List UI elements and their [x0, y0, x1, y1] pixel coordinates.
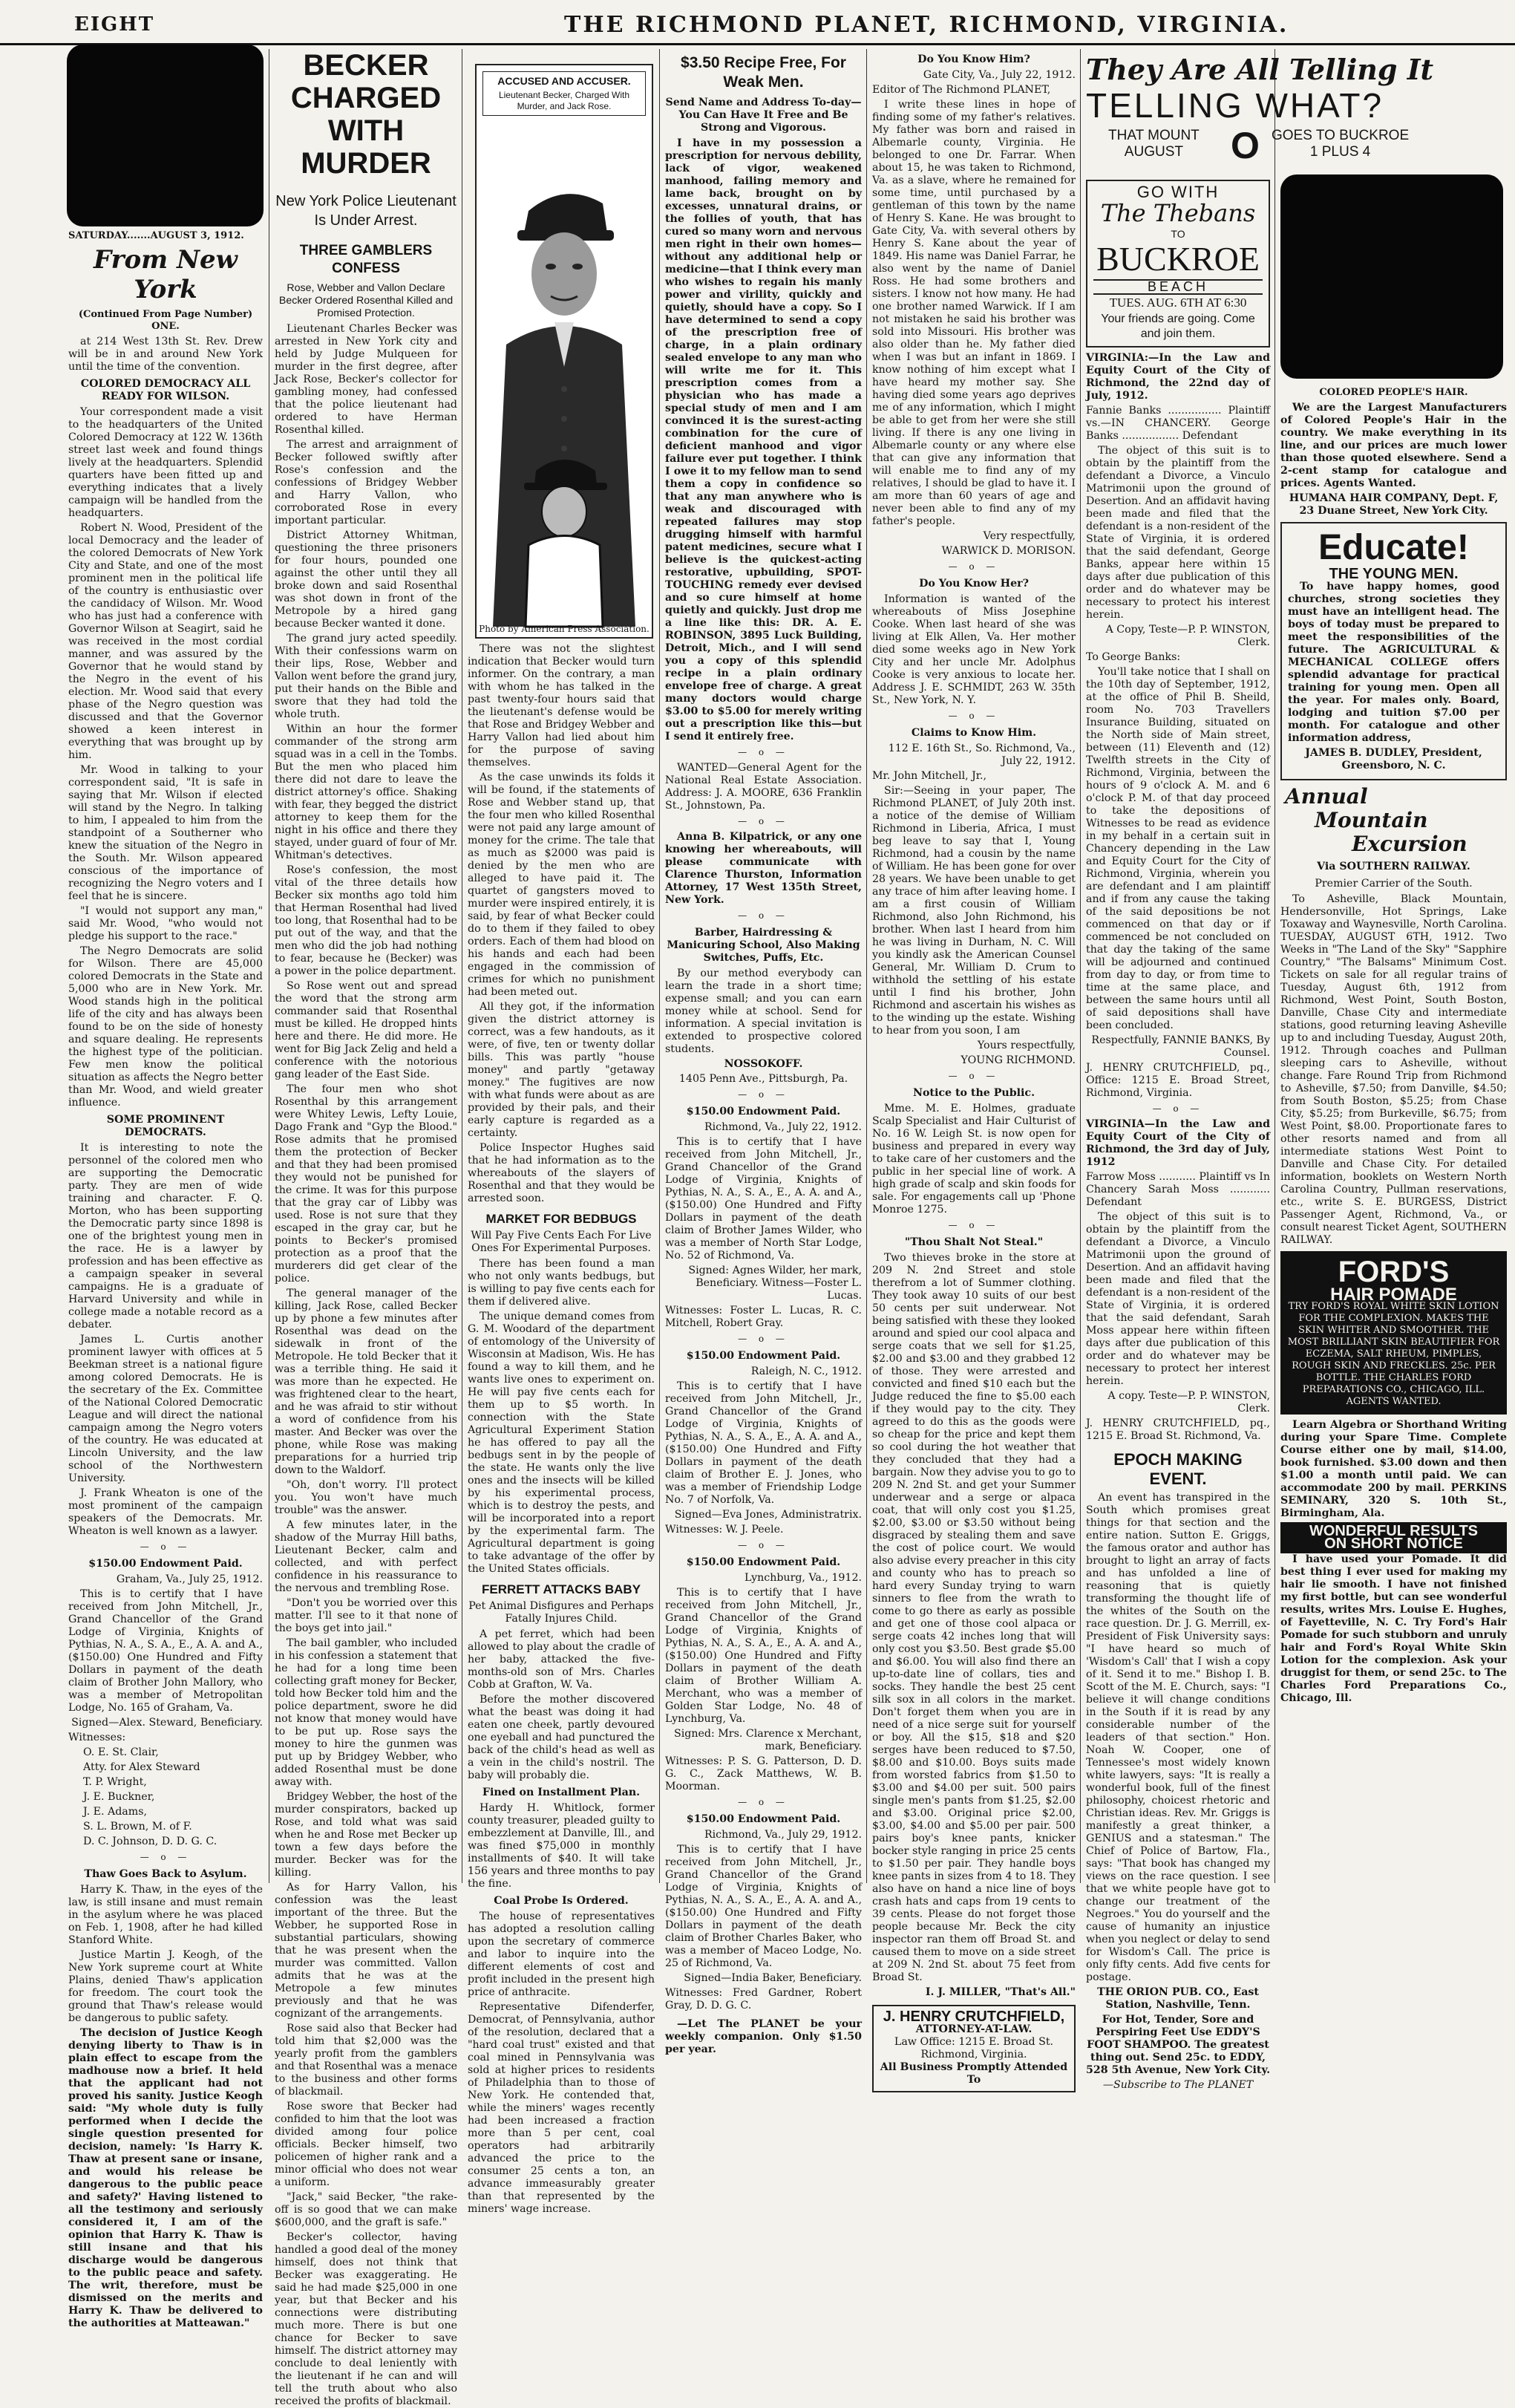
endowment-date: Lynchburg, Va., 1912. — [744, 1572, 862, 1584]
endowment-signed: Signed: Agnes Wilder, her mark, Beneficiary. Witness—Foster L. Lucas. — [688, 1265, 862, 1302]
endowment-signed: Signed—Alex. Steward, Beneficiary. — [71, 1717, 263, 1729]
fords-title: FORD'S — [1338, 1256, 1450, 1288]
paragraph: J. Frank Wheaton is one of the most prominent of the campaign speakers of the Democrats. Mr. Wheaton is well known as a lawyer. — [68, 1487, 263, 1537]
column-rule — [659, 49, 660, 1883]
subscribe-note: —Subscribe to The PLANET — [1102, 2079, 1254, 2091]
hair-ad-body: We are the Largest Manufacturers of Colored People's Hair in the country. We make everything in its line, and our prices are much lower than those quoted elsewhere. Send a 2-cent stamp for catalogue and prices. Agents Wanted. — [1280, 402, 1507, 489]
witness: Atty. for Alex Steward — [83, 1761, 200, 1773]
letter-body: I write these lines in hope of finding some of my father's relatives. My father was born and raised in Albemarle county, Virginia. He belonged to one Dr. Farrar. When about 15, he was taken to Richmond, Va. as a slave, where he remained for some time, until purchased by a gentleman of this town by the name of Henry S. Kane. He was brought to Gate City, Va. with several others by Henry S. Kane about the year of 1849. His name was Daniel Farrar, he also went by the name of Daniel Ross. He had some brothers and sisters. I know not how many. He had one brother named Warwick. If I am not mistaken he said his brother was sold into Missouri. His brother was also older than he. My father died when I was but an infant in 1869. I know nothing of him except what I have heard my mother say. She having died some years ago deprives me of any information, which I might be able to get from her were she still living. If there is any one living in Albemarle county or any where else that can give any information that will enable me to find any of my relatives, I should be glad to have it. I am more than 60 years of age and never been able to find any of my father's people. — [872, 99, 1076, 527]
endowment-date: Graham, Va., July 25, 1912. — [116, 1573, 263, 1585]
letter-signature: WARWICK D. MORISON. — [941, 545, 1076, 557]
column-2 — [275, 49, 457, 2407]
paragraph: As for Harry Vallon, his confession was the least important of the three. But the Webber, he supported Rose in substantial particulars, showing that he was present when the murder was committed. Vallon admits that he was at the Metropole a few minutes previously and that he was cognizant of the arrangements. — [275, 1882, 457, 2020]
paragraph: at 214 West 13th St. Rev. Drew will be in and around New York until the time of the convention. — [68, 336, 263, 373]
endowment-signed: Signed—Eva Jones, Administratrix. — [674, 1509, 862, 1521]
friends-going: Your friends are going. Come and join them. — [1101, 313, 1255, 340]
letter-body: Sir:—Seeing in your paper, The Richmond PLANET, of July 20th inst. a notice of the demise of William Richmond in Liberia, Africa, I must beg leave to say that I, Young Richmond, had a cousin by the name of William. He has been gone for over 28 years. We have been unable to get any trace of him after leaving home. I am a first cousin of William Richmond, also John Richmond, his brother. When last I heard from him he was living in Durham, N. C. Will you kindly ask the American Counsel General, Mr. William D. Crum to withhold the settling of his estate until I find his brother, John Richmond and ascertain his wishes as to the winding up the estate. Wishing to hear from you soon, I am — [872, 785, 1076, 1037]
section-heading: MARKET FOR BEDBUGS — [485, 1212, 637, 1226]
paragraph: The house of representatives has adopted a resolution calling upon the secretary of commerce and labor to inquire into the different elements of cost and profit included in the present high price of anthracite. — [468, 1911, 655, 1998]
court-attorney: J. HENRY CRUTCHFIELD, pq., 1215 E. Broad St. Richmond, Va. — [1086, 1417, 1270, 1442]
separator: — o — — [948, 711, 1000, 721]
young-men: THE YOUNG MEN. — [1329, 566, 1459, 582]
paragraph: Becker's collector, having handled a good deal of the money himself, does not think that Becker was exaggerating. He said he had made $25,000 in one year, but that Becker and his connections were distributing much more. There is but one chance for Becker to save himself. The district attorney may conclude to deal leniently with the lieutenant if he can and will tell the truth about who also received the profits of blackmail. — [275, 2231, 457, 2407]
paragraph: "Oh, don't worry. I'll protect you. You won't have much trouble" was the answer. — [275, 1479, 457, 1516]
endowment-signed: Signed: Mrs. Clarence x Merchant, mark, Beneficiary. — [674, 1728, 862, 1752]
endowment-heading: $150.00 Endowment Paid. — [686, 1350, 841, 1362]
witness: S. L. Brown, M. of F. — [83, 1821, 192, 1833]
railway-name: Via SOUTHERN RAILWAY. — [1317, 861, 1470, 872]
section-heading: Claims to Know Him. — [911, 727, 1037, 739]
excursion-body: To Asheville, Black Mountain, Hendersonville, Hot Springs, Lake Toxaway and Waynesville, North Carolina. TUESDAY, AUGUST 6TH, 1912. Two Weeks in "The Land of the Sky" "Sapphire Country," "The Balsams" Minimum Cost. Tickets on sale for all regular trains of Tuesday, August 6th, 1912 from Richmond, West Point, South Boston, Danville, Chase City and intermediate stations, good returning leaving Asheville up to and including Tuesday, August 20th, 1912. Through coaches and Pullman sleeping cars to Asheville, without change. Fare Round Trip from Richmond to Asheville, $7.50; from Danville, $4.50; from South Boston, $5.25; from Chase City, $5.25; from Burkeville, $6.75; from West Point, $8.00. Proportionate fares to other resorts named and from all intermediate stations West Point to Danville and Chase City. For detailed information, booklets on Western North Carolina Country, Pullman reservations, etc., write S. E. BURGESS, District Passenger Agent, Richmond, Va., or consult nearest Ticket Agent, SOUTHERN RAILWAY. — [1280, 893, 1507, 1246]
hair-company: HUMANA HAIR COMPANY, Dept. F, 23 Duane Street, New York City. — [1289, 492, 1499, 517]
separator: — o — — [738, 816, 789, 826]
thebans: The Thebans — [1100, 199, 1256, 227]
fords-body: TRY FORD'S ROYAL WHITE SKIN LOTION FOR THE COMPLEXION. MAKES THE SKIN WHITER AND SMOOTHER. THE MOST BRILLIANT SKIN BEAUTIFIER FOR ECZEMA, SALT RHEUM, PIMPLES, ROUGH SKIN AND FRECKLES. 25c. PER BOTTLE. THE CHARLES FORD PREPARATIONS CO., CHICAGO, ILL. AGENTS WANTED. — [1287, 1301, 1500, 1407]
subhead: (Continued From Page Number) ONE. — [78, 309, 253, 332]
pomade-testimonial: I have used your Pomade. It did best thing I ever used for making my hair lie smooth. I have not finished my first bottle, but can see wonderful results, writes Mrs. Louise E. Hughes, of Fayetteville, N. C. Try Ford's Hair Pomade for such stubborn and unruly hair and Ford's Royal White Skin Lotion for the complexion. Ask your druggist for them, or send 25c. to The Charles Ford Preparations Co., Chicago, Ill. — [1280, 1553, 1507, 1704]
hair-ad-title: COLORED PEOPLE'S HAIR. — [1319, 387, 1468, 398]
title-line: Excursion — [1352, 832, 1467, 856]
paragraph: Bridgey Webber, the host of the murder conspirators, backed up Rose, and told what was said when he and Rose met Becker up town a few days before the murder. Becker was for the killing. — [275, 1791, 457, 1879]
column-rule — [1080, 49, 1081, 1883]
witness: T. P. Wright, — [83, 1776, 147, 1788]
wanted-ad: WANTED—General Agent for the National Real Estate Association. Address: J. A. MOORE, 636 Franklin St., Johnstown, Pa. — [665, 762, 862, 812]
letter-date: Gate City, Va., July 22, 1912. — [923, 69, 1076, 81]
fords-subtitle: HAIR POMADE — [1330, 1285, 1457, 1305]
paragraph: "Jack," said Becker, "the rake-off is so good that we can make $600,000, and the graft is safe." — [275, 2191, 457, 2228]
barber-school-title: Barber, Hairdressing & Manicuring School, Also Making Switches, Puffs, Etc. — [667, 927, 860, 964]
ad-recipe-title: $3.50 Recipe Free, For Weak Men. — [681, 54, 846, 91]
paragraph: Robert N. Wood, President of the local Democracy and the leader of the colored Democrats of New York City and State, and one of the most prominent men in the political life of the country is enthusiastic over the candidacy of Wilson. Mr. Wood who has just had a conference with Governor Wilson at Seagirt, said he was received in the most cordial manner, and was assured by the Governor that he would stand by the Negro in the event of his election. Mr. Wood said that every phase of the Negro question was discussed and that the Governor showed a keen interest in everything that was brought up by him. — [68, 522, 263, 761]
title-line: Annual — [1285, 784, 1368, 809]
news-photo — [475, 64, 653, 639]
thebans-ad — [1086, 180, 1270, 348]
paper-title: THE RICHMOND PLANET, RICHMOND, VIRGINIA. — [564, 12, 1289, 38]
paragraph: There was not the slightest indication that Becker would turn informer. On the contrary, a man with whom he has talked in the past twenty-four hours said that the lieutenant's defense would be that Rose and Bridgey Webber and Harry Vallon had lied about him for the purpose of saving themselves. — [468, 643, 655, 769]
headline-from-new-york: From New York — [94, 245, 238, 304]
paragraph: District Attorney Whitman, questioning the three prisoners for four hours, pounded one against the other until they all broke down and said Rosenthal was shot down in front of the Metropole by a hired gang because Becker wanted it done. — [275, 529, 457, 630]
educate-title: Educate! — [1318, 528, 1469, 567]
column-4 — [665, 49, 862, 2055]
endowment-date: Richmond, Va., July 22, 1912. — [704, 1121, 862, 1133]
paragraph: Mme. M. E. Holmes, graduate Scalp Specialist and Hair Culturist of No. 16 W. Leigh St. is now open for business and prepared in every way to take care of her customers and the public in her special line of work. A high grade of scalp and skin foods for sale. For engagements call up 'Phone Monroe 1275. — [872, 1103, 1076, 1216]
attorney-role: ATTORNEY-AT-LAW. — [915, 2023, 1033, 2035]
paragraph: The four men who shot Rosenthal by this arrangement were Whitey Lewis, Lefty Louie, Dago Frank and "Gyp the Blood." Rose admits that he promised them the protection of Becker and that they had been promised they would not be punished for the crime. It was for this purpose that the gray car of Libby was used. Rose is not sure that they escaped in the gray car, but he points to Becker's promised protection as a proof that the murderers did get clear of the police. — [275, 1083, 457, 1285]
photo-caption-sub: Lieutenant Becker, Charged With Murder, and Jack Rose. — [498, 90, 630, 111]
column-1 — [68, 230, 263, 2329]
endowment-heading: $150.00 Endowment Paid. — [686, 1556, 841, 1568]
court-copy: A copy. Teste—P. P. WINSTON, Clerk. — [1107, 1390, 1270, 1415]
annual-excursion-title — [1280, 785, 1507, 856]
endowment-heading: $150.00 Endowment Paid. — [686, 1813, 841, 1825]
mount-august-text — [1108, 128, 1200, 160]
subhead: New York Police Lieutenant Is Under Arrest. — [275, 193, 457, 229]
paragraph: So Rose went out and spread the word that the strong arm commander said that Rosenthal must be killed. He dropped hints here and there. He did more. He went for Big Jack Zelig and held a conference with the notorious gang leader of the East Side. — [275, 980, 457, 1080]
letter-salutation: Mr. John Mitchell, Jr., — [872, 770, 987, 782]
page-number: EIGHT — [74, 13, 155, 36]
to-text: TO — [1171, 228, 1185, 240]
kilpatrick-notice: Anna B. Kilpatrick, or any one knowing her whereabouts, will please communicate with Clarence Thurston, Information Attorney, 17 West 135th Street, New York. — [665, 831, 862, 906]
paragraph: As the case unwinds its folds it will be found, if the statements of Rose and Webber stand up, that the four men who killed Rosenthal were not paid any large amount of money for the crime. The tale that as much as $2000 was paid is denied by the men who are alleged to have paid it. The quartet of gangsters moved to murder were inspired entirely, it is said, by fear of what Becker could do to them if they failed to obey orders. Each of them had blood on his hands and each had been engaged in the commission of crimes for which no punishment had been meted out. — [468, 771, 655, 998]
paragraph: A pet ferret, which had been allowed to play about the cradle of her baby, attacked the five-months-old son of Mrs. Charles Cobb at Grafton, W. Va. — [468, 1628, 655, 1691]
headline-becker: BECKER CHARGED WITH MURDER — [290, 49, 442, 180]
column-6 — [1086, 175, 1271, 2091]
endowment-date: Raleigh, N. C., 1912. — [750, 1365, 862, 1377]
banner-line: WONDERFUL RESULTS — [1309, 1523, 1479, 1539]
epoch-publisher: THE ORION PUB. CO., East Station, Nashville, Tenn. — [1097, 1986, 1259, 2011]
attorney-name: J. HENRY CRUTCHFIELD, — [883, 2009, 1065, 2025]
paragraph: Before the mother discovered what the beast was doing it had eaten one cheek, partly devoured one eyeball and had punctured the back of the child's head as well as a vein in the child's nostril. The baby will probably die. — [468, 1694, 655, 1781]
paragraph: "I would not support any man," said Mr. Wood, "who would not pledge his support to the race." — [68, 905, 263, 942]
witness: O. E. St. Clair, — [83, 1746, 159, 1758]
paragraph: The grand jury acted speedily. With their confessions warm on their lips, Rose, Webber and Vallon went before the grand jury, put their hands on the Bible and swore that they had told the whole truth. — [275, 633, 457, 720]
ink-blot — [1280, 174, 1503, 379]
endowment-body: This is to certify that I have received from John Mitchell, Jr., Grand Chancellor of the Grand Lodge of Virginia, Knights of Pythias, N. A., S. A., E., A. A. and A., ($150.00) One Hundred and Fifty Dollars in payment of the death claim of Brother James Wilder, who was a member of North Star Lodge, No. 52 of Richmond, Va. — [665, 1136, 862, 1262]
letter-salutation: Editor of The Richmond PLANET, — [872, 84, 1051, 96]
paragraph: Rose said also that Becker had told him that $2,000 was the yearly profit from the gamblers and that Rosenthal was a menace to the business and other forms of blackmail. — [275, 2023, 457, 2098]
signature: I. J. MILLER, "That's All." — [925, 1986, 1076, 1998]
paragraph: Police Inspector Hughes said that he had information as to the whereabouts of the slayers of Rosenthal and that they would be arrested soon. — [468, 1142, 655, 1204]
paragraph: Harry K. Thaw, in the eyes of the law, is still insane and must remain in the asylum where he was placed on Feb. 1, 1908, after he had killed Stanford White. — [68, 1884, 263, 1946]
algebra-ad: Learn Algebra or Shorthand Writing during your Spare Time. Complete Course either one by mail, $14.00, book furnished. $3.00 down and then $1.00 a month until paid. We can accommodate 200 by mail. PERKINS SEMINARY, 320 S. 10th St., Birmingham, Ala. — [1280, 1419, 1507, 1519]
foot-shampoo-ad: For Hot, Tender, Sore and Perspiring Feet Use EDDY'S FOOT SHAMPOO. The greatest thing out. Send 25c. to EDDY, 528 5th Avenue, New York City. — [1086, 2014, 1271, 2076]
separator: — o — — [948, 1220, 1000, 1230]
paragraph: Your correspondent made a visit to the headquarters of the United Colored Democracy at 122 W. 136th street last week and found things lively at the headquarters. Splendid quarters have been fitted up and everything indicates that a lively campaign will be handled from the headquarters. — [68, 406, 263, 519]
paragraph: Within an hour the former commander of the strong arm squad was in a cell in the Tombs. But the men who placed him there did not dare to leave the district attorney's office. Shaking with fear, they begged the district attorney to keep them for the night in his office and there they stayed, under guard of four of Mr. Whitman's detectives. — [275, 723, 457, 861]
attorney-tagline: All Business Promptly Attended To — [880, 2061, 1068, 2086]
go-with: GO WITH — [1136, 183, 1220, 201]
buckroe: BUCKROE — [1096, 240, 1260, 278]
attorney-office: Law Office: 1215 E. Broad St. — [894, 2036, 1054, 2048]
wonderful-results-banner — [1280, 1522, 1507, 1553]
paragraph: All they got, if the information given the district attorney is correct, was a few handouts, as it were, of five, ten or twenty dollar bills. This was partly "house money" and partly "getaway money." The fugitives are now with what funds were about as are provided by their pals, and their early capture is regarded as a certainty. — [468, 1001, 655, 1139]
section-heading: FERRETT ATTACKS BABY — [481, 1582, 641, 1596]
paragraph: It is interesting to note the personnel of the colored men who are supporting the Democratic party. They are men of wide training and character. F. Q. Morton, who has been supporting the Democratic party since 1898 is one of the brightest young men in the race. He is a lawyer by profession and has been effective as a campaign speaker in several campaigns. He is a graduate of Harvard University and while in college made a notable record as a debater. — [68, 1142, 263, 1331]
section-heading: SOME PROMINENT DEMOCRATS. — [106, 1114, 225, 1138]
paragraph: Information is wanted of the whereabouts of Miss Josephine Cooke. When last heard of she was living at Elk Allen, Va. Her mother died some weeks ago in New York City and her uncle Mr. Adolphus Cooke is very anxious to locate her. Address J. E. SCHMIDT, 263 W. 35th St., New York, N. Y. — [872, 593, 1076, 706]
paragraph: Mr. Wood in talking to your correspondent said, "It is safe in saying that Mr. Wilson if elected will stand by the Negro. In talking to him, I appealed to him from the standpoint of a Southerner who knew the situation of the Negro in the South. Mr. Wilson appeared conscious of the importance of recognizing the Negro voters and I feel that he is sincere. — [68, 764, 263, 902]
endowment-body: This is to certify that I have received from John Mitchell, Jr., Grand Chancellor of the Grand Lodge of Virginia, Knights of Pythias, N. A., S. A., E., A. A. and A., ($150.00) One Hundred and Fifty Dollars in payment of the death claim of Brother Charles Baker, who was a member of Maceo Lodge, No. 25 of Richmond, Va. — [665, 1844, 862, 1969]
ad-recipe-subtitle: Send Name and Address To-day—You Can Have It Free and Be Strong and Vigorous. — [665, 97, 862, 134]
separator: — o — — [140, 1541, 192, 1552]
section-heading: Thaw Goes Back to Asylum. — [84, 1868, 247, 1880]
endowment-body: This is to certify that I have received from John Mitchell, Jr., Grand Chancellor of the Grand Lodge of Virginia, Knights of Pythias, N. A., S. A., E., A. A. and A., ($150.00) One Hundred and Fifty Dollars in payment of the death claim of Brother John Mallory, who was a member of Metropolitan Lodge, No. 165 of Graham, Va. — [68, 1588, 263, 1714]
section-heading: "Thou Shalt Not Steal." — [904, 1236, 1044, 1248]
letter-date: 112 E. 16th St., So. Richmond, Va., July 22, 1912. — [888, 743, 1076, 767]
photo-credit: Photo by American Press Association. — [479, 624, 649, 634]
endowment-body: This is to certify that I have received from John Mitchell, Jr., Grand Chancellor of the Grand Lodge of Virginia, Knights of Pythias, N. A., S. A., E., A. A. and A., ($150.00) One Hundred and Fifty Dollars in payment of the death claim of Brother E. J. Jones, who was a member of Friendship Lodge No. 7 of Norfolk, Va. — [665, 1380, 862, 1506]
separator: — o — — [1152, 1103, 1204, 1114]
section-heading: COLORED DEMOCRACY ALL READY FOR WILSON. — [80, 378, 251, 402]
portrait-illustration — [477, 122, 652, 627]
attorney-ad — [872, 2005, 1076, 2092]
endowment-witnesses: Witnesses: P. S. G. Patterson, D. D. G. C., Zack Matthews, W. B. Moorman. — [665, 1755, 862, 1792]
educate-signature: JAMES B. DUDLEY, President, Greensboro, N. C. — [1305, 747, 1482, 771]
paragraph: Justice Martin J. Keogh, of the New York supreme court at White Plains, denied Thaw's application for freedom. The court took the ground that Thaw's release would be dangerous to public safety. — [68, 1949, 263, 2024]
letter-signature: YOUNG RICHMOND. — [961, 1054, 1076, 1066]
epoch-title: EPOCH MAKING EVENT. — [1113, 1450, 1243, 1488]
paragraph: Lieutenant Charles Becker was arrested in New York city and held by Judge Mulqueen for murder in the first degree, after Jack Rose, Becker's collector for gambling money, had confessed that the police lieutenant had ordered to have Herman Rosenthal killed. — [275, 323, 457, 436]
paragraph: There has been found a man who not only wants bedbugs, but is willing to pay five cents each for them if delivered alive. — [468, 1258, 655, 1308]
paragraph: James L. Curtis another prominent lawyer with offices at 5 Beekman street is a national figure among colored Democrats. He is the secretary of the Ex. Committee of the National Colored Democratic League and will direct the national campaign among the Negro voters of the country. He was educated at Lincoln University, and the law school of the Northwestern University. — [68, 1334, 263, 1484]
paragraph: "Don't you be worried over this matter. I'll see to it that none of the boys get into jail." — [275, 1597, 457, 1634]
educate-ad — [1280, 522, 1507, 780]
section-heading: Do You Know Her? — [919, 578, 1029, 590]
buckroe-line: GOES TO BUCKROE — [1272, 128, 1410, 143]
ad-recipe-body: I have in my possession a prescription for nervous debility, lack of vigor, weakened manhood, failing memory and lame back, brought on by excesses, unnatural drains, or the follies of youth, that has cured so many worn and nervous men right in their own homes—without any additional help or medicine—that I think every man who wishes to regain his manly power and virility, quickly and quietly, should have a copy. So I have determined to send a copy of the prescription free of charge, in a plain ordinary sealed envelope to any man who will write me for it. This prescription comes from a physician who has made a special study of men and I am convinced it is the surest-acting combination for the cure of deficient manhood and vigor failure ever put together. I think I owe it to my fellow man to send them a copy in confidence so that any man anywhere who is weak and discouraged with repeated failures may stop drugging himself with harmful patent medicines, secure what I believe is the quickest-acting restorative, upbuilding, SPOT-TOUCHING remedy ever devised and so cure himself at home quietly and quickly. Just drop me a line like this: DR. A. E. ROBINSON, 3895 Luck Building, Detroit, Mich., and I will send you a copy of this splendid recipe in a plain ordinary envelope free of charge. A great many doctors would charge $3.00 to $5.00 for merely writing out a prescription like this—but I send it entirely free. — [665, 137, 862, 743]
court-notice-title: VIRGINIA—In the Law and Equity Court of the City of Richmond, the 3rd day of July, 1912 — [1086, 1118, 1270, 1168]
endowment-heading: $150.00 Endowment Paid. — [88, 1558, 243, 1570]
paragraph: Two thieves broke in the store at 209 N. 2nd Street and stole therefrom a lot of Summer clothing. They took away 10 suits of our best 50 cents per suit underwear. Not being satisfied with these they looked around and spied our cool alpaca and serge coats that we sell for $1.25, $2.00 and $3.00 and they grabbed 12 of those. They were arrested and convicted and fined $10 each but the Judge reduced the fine to $5.00 each if they would pay to the city. They agreed to do this as the goods were so cheap for the price and kept them so cool during the hot weather that they concluded that they had a bargain. Now they advise you to go to 209 N. 2nd St. and get your Summer underwear and a serge or alpaca coat, that will only cost you $1.25, $2.00, $3.00 or $3.50 without being disgraced by stealing them and save the cost of police court. We would also advise every preacher in this city and county who has to preach so hard every Sunday trying to warn sinners to flee from the wrath to come to go there as early as possible and get one of those cool alpaca or serge coats 42 inches long that will only cost you $3.50. Best grade $5.00 and $6.00. You will also find there an up-to-date line of collars, ties and socks. They handle the best 25 cent silk sox in all colors in the market. Don't forget them when you are in need of a nice serge suit for yourself or boy. All the $15, $18 and $20 serges have been reduced to $7.50, $8.00 and $10.00. Boys suits made from worsted fabrics from $1.50 to $3.00 and $4.00 per suit. 500 pairs single men's pants from $1.25, $2.00 and $3.00. Original price $2.00, $3.00, $4.00 and $5.00 per pair. 500 pairs boy's knee pants, knicker bocker style ranging in price 25 cents to $1.50 per pair. They handle boys knee pants in sizes from 4 to 18. They also have on hand a nice line of boys crash hats and caps from 19 cents to 39 cents. Please do not forget those people because Mr. Beck the city inspector ran them off Broad St. and caused them to move on a side street at 209 N. 2nd St. about 75 feet from Broad St. — [872, 1252, 1076, 1983]
subhead: THREE GAMBLERS CONFESS — [299, 243, 433, 276]
paragraph: A few minutes later, in the shadow of the Murray Hill baths, Lieutenant Becker, calm and collected, and with perfect confidence in his reassurance to the nervous and trembling Rose. — [275, 1519, 457, 1594]
paragraph: Representative Difenderfer, Democrat, of Pennsylvania, author of the resolution, declared that a "hard coal trust" existed and that coal mined in Pennsylvania was sold at higher prices to residents of Philadelphia than to those of New York. He contended that, while the miners' wages recently had been increased a fraction more than 5 per cent, coal operators had arbitrarily advanced the price to the consumer 25 cents a ton, an advance immeasurably greater than that represented by the miners' wage increase. — [468, 2001, 655, 2215]
section-heading: Coal Probe Is Ordered. — [494, 1895, 629, 1907]
separator: — o — — [948, 1071, 1000, 1081]
barber-school-address: 1405 Penn Ave., Pittsburgh, Pa. — [678, 1073, 848, 1085]
paragraph: Rose swore that Becker had confided to him that the loot was divided among four police officials. Becker himself, two policemen of higher rank and a minor official who does not wear a uniform. — [275, 2101, 457, 2188]
section-heading: Fined on Installment Plan. — [482, 1787, 641, 1798]
court-notice-title: VIRGINIA:—In the Law and Equity Court of the City of Richmond, the 22nd day of July, 1912. — [1086, 352, 1270, 402]
witnesses-label: Witnesses: — [68, 1732, 126, 1743]
paragraph: The decision of Justice Keogh denying liberty to Thaw is in plain effect to escape from the madhouse now a brief. It held that the applicant had not proved his sanity. Justice Keogh said: "My whole duty is fully performed when I decide the single question presented for decision, namely: 'Is Harry K. Thaw at present sane or insane, and would his release be dangerous to the public peace and safety?' Having listened to all the testimony and seriously considered it, I am of the opinion that Harry K. Thaw is still insane and that his discharge would be dangerous to the public peace and safety. The writ, therefore, must be dismissed on the merits and Harry K. Thaw be delivered to the authorities at Matteawan." — [68, 2027, 263, 2329]
beach: BEACH — [1093, 279, 1263, 295]
endowment-witnesses: Witnesses: W. J. Peele. — [665, 1524, 784, 1536]
separator: — o — — [948, 561, 1000, 572]
subscription-note: —Let The PLANET be your weekly companion. Only $1.50 per year. — [665, 2018, 862, 2055]
endowment-date: Richmond, Va., July 29, 1912. — [704, 1829, 862, 1841]
buckroe-line: 1 PLUS 4 — [1309, 144, 1371, 160]
endowment-body: This is to certify that I have received from John Mitchell, Jr., Grand Chancellor of the Grand Lodge of Virginia, Knights of Pythias, N. A., S. A., E., A. A. and A., ($150.00) One Hundred and Fifty Dollars in payment of the death claim of Brother William A. Merchant, who was a member of Golden Star Lodge, No. 48 of Lynchburg, Va. — [665, 1587, 862, 1725]
fords-ad — [1280, 1251, 1507, 1415]
endowment-witnesses: Witnesses: Fred Gardner, Robert Gray, D. D. G. C. — [665, 1987, 862, 2011]
paragraph: The general manager of the killing, Jack Rose, called Becker up by phone a few minutes after Rosenthal was dead on the sidewalk in front of the Metropole. He told Becker that it was a terrible thing. He said it was more than he expected. He was frightened clear to the heart, and he was afraid to stir without a word of confidence from his master. And Becker was over the phone, while Rose was making preparations for a hurried trip down to the Waldorf. — [275, 1288, 457, 1476]
separator: — o — — [738, 1797, 789, 1807]
tues-date: TUES. AUG. 6TH AT 6:30 — [1109, 296, 1247, 310]
witness: J. E. Adams, — [83, 1806, 148, 1818]
separator: — o — — [738, 747, 789, 757]
section-heading: Do You Know Him? — [917, 53, 1030, 65]
column-7 — [1280, 382, 1507, 1882]
barber-school-name: NOSSOKOFF. — [724, 1058, 803, 1070]
paragraph: The arrest and arraignment of Becker followed swiftly after Rose's confession and the confessions of Bridgey Webber and Harry Vallon, who corroborated Rose in every important particular. — [275, 439, 457, 526]
endowment-signed: Signed—India Baker, Beneficiary. — [684, 1972, 862, 1984]
separator: — o — — [738, 910, 789, 921]
separator: — o — — [738, 1089, 789, 1100]
paragraph: Rose's confession, the most vital of the three details how Becker six months ago told him that Herman Rosenthal had lived too long, that Rosenthal had to be put out of the way, and that the men who did the job had nothing to fear, because he (Becker) was a power in the police department. — [275, 864, 457, 977]
column-3 — [468, 643, 655, 2215]
endowment-witnesses: Witnesses: Foster L. Lucas, R. C. Mitchell, Robert Gray. — [665, 1305, 862, 1329]
court-signature: Respectfully, FANNIE BANKS, By Counsel. — [1091, 1034, 1270, 1059]
telling-what: TELLING WHAT? — [1086, 86, 1384, 125]
court-body: The object of this suit is to obtain by the plaintiff from the defendant a Divorce, a Vinculo Matrimonii upon the ground of Desertion. And an affidavit having been made and filed that the defendant is a non-resident of the State of Virginia, it is ordered that the said defendant, George Banks, appear here within 15 days after due publication of this order and do whatever may be necessary to protect his interest herein. — [1086, 445, 1270, 621]
attorney-city: Richmond, Virginia. — [920, 2049, 1027, 2060]
witness: D. C. Johnson, D. D. G. C. — [83, 1836, 217, 1847]
banner-line: ON SHORT NOTICE — [1324, 1536, 1463, 1552]
court-body: The object of this suit is to obtain by the plaintiff from the defendant a Divorce, a Vinculo Matrimonii upon the ground of Desertion. And an affidavit having been made and filed that the defendant is a non-resident of the State of Virginia, it is ordered that the said defendant, Sarah Moss appear here within fifteen days after due publication of this order and do whatever may be necessary to protect her interest herein. — [1086, 1211, 1270, 1387]
column-rule — [866, 49, 867, 1883]
masthead — [0, 0, 1515, 45]
photo-caption-title: ACCUSED AND ACCUSER. — [497, 75, 631, 87]
paragraph: The bail gambler, who included in his confession a statement that he had for a long time been collecting graft money for Becker, told how Becker told him and the police department, swore he did not know that money would have to be put up. Rose says the money to hire the gunmen was put up by Bridgey Webber, who added Rosenthal must be done away with. — [275, 1637, 457, 1788]
letter-closing: Yours respectfully, — [977, 1040, 1076, 1051]
separator: — o — — [738, 1334, 789, 1344]
court-parties: Farrow Moss ........... Plaintiff vs In Chancery Sarah Moss ............ Defendant — [1086, 1171, 1270, 1208]
subhead: Will Pay Five Cents Each For Live Ones For Experimental Purposes. — [471, 1230, 652, 1254]
educate-body: To have happy homes, good churches, strong societies they must have an intelligent head. The boys of today must be prepared to meet the responsibilities of the future. The AGRICULTURAL & MECHANICAL COLLEGE offers splendid advantage for practical training for young men. Open all the year. For males only. Board, lodging and tuition $7.00 per month. For catalogue and other information address, — [1288, 581, 1499, 744]
letter-closing: Very respectfully, — [983, 530, 1076, 542]
railway-tagline: Premier Carrier of the South. — [1315, 878, 1473, 890]
telling-headline: They Are All Telling It — [1086, 53, 1434, 86]
epoch-body: An event has transpired in the South which promises great things for that section and the entire nation. Sutton E. Griggs, the famous orator and author has brought to light an array of facts and has unfolded a line of reasoning that is quietly transforming the thought life of the whites of the South on the race question. Dr. J. G. Merrill, ex-President of Fisk University says: "I have heard so much of 'Wisdom's Call' that I wish a copy of it. Send it to me." Bishop I. B. Scott of the M. E. Church, says: "I believe it will change conditions in the South if it is read by any considerable number of the leaders of that section." Hon. Noah W. Cooper, one of Tennessee's most widely known white lawyers, says: "It is really a wonderful book, full of the finest philosophy, choicest rhetoric and Christian ideas. Rev. Mr. Griggs is manifestly a great thinker, a GENIUS and a statesman." The Chief of Police of Bartow, Fla., says: "That book has changed my views on the race question. I see that we white people have got to change our treatment of the Negroes." You do yourself and the cause of humanity an injustice when you neglect or delay to send for Wisdom's Call. The price is only fifty cents. Add five cents for postage. — [1086, 1492, 1270, 1983]
court-attorney: J. HENRY CRUTCHFIELD, pq., Office: 1215 E. Broad Street, Richmond, Virginia. — [1086, 1062, 1270, 1099]
witness: J. E. Buckner, — [83, 1791, 155, 1803]
zero-glyph: O — [1231, 125, 1260, 166]
ink-blot — [67, 45, 264, 226]
title-line: Mountain — [1315, 808, 1428, 832]
paragraph: The Negro Democrats are solid for Wilson. There are 45,000 colored Democrats in the State and 5,000 who are in New York. Mr. Wood stands high in the political life of the city and has always been found to be on the side of honesty and square dealing. He represents the highest type of the politician. Few men know the political situation as affects the Negro better than Mr. Wood, and wield greater influence. — [68, 945, 263, 1109]
telling-ad — [1086, 53, 1513, 172]
separator: — o — — [140, 1852, 192, 1862]
barber-school-body: By our method everybody can learn the trade in a short time; expense small; and you can earn money while at school. Send for information. A special invitation is extended to prospective colored students. — [665, 968, 862, 1055]
subhead: Pet Animal Disfigures and Perhaps Fatally Injures Child. — [468, 1600, 654, 1625]
paragraph: Hardy H. Whitlock, former county treasurer, pleaded guilty to embezzlement at Danville, Ill., and was fined $75,000 in monthly installments of $40. It will take 156 years and three months to pay the fine. — [468, 1802, 655, 1890]
court-parties: Fannie Banks ................ Plaintiff vs.—IN CHANCERY. George Banks ................. Defendant — [1086, 405, 1270, 442]
endowment-heading: $150.00 Endowment Paid. — [686, 1106, 841, 1117]
section-heading: Notice to the Public. — [912, 1087, 1035, 1099]
buckroe-text — [1272, 128, 1409, 160]
mount-line: AUGUST — [1124, 144, 1183, 160]
paragraph: The unique demand comes from G. M. Woodard of the department of entomology of the University of Wisconsin at Madison, Wis. He has found a way to kill them, and he wants live ones to experiment on. He will pay five cents each for them up to $5 worth. In connection with the State Agricultural Experiment Station he has offered to pay all the bedbugs sent in by the people of the state. He wants only the live ones and the insects will be killed by his experimental process, which is to destroy the pests, and will be incorporated into a report by the experimental farm. The Agricultural department is going to take advantage of the offer by the United States officials. — [468, 1311, 655, 1575]
column-5 — [872, 49, 1076, 2086]
court-to: To George Banks: — [1086, 651, 1181, 663]
subhead: Rose, Webber and Vallon Declare Becker Ordered Rosenthal Killed and Promised Protection. — [278, 282, 454, 319]
dateline: SATURDAY.......AUGUST 3, 1912. — [68, 230, 244, 241]
separator: — o — — [738, 1540, 789, 1550]
mount-line: THAT MOUNT — [1108, 128, 1200, 143]
court-copy: A Copy, Teste—P. P. WINSTON, Clerk. — [1105, 624, 1270, 648]
court-body: You'll take notice that I shall on the 10th day of September, 1912, at the office of Phil B. Sheild, room No. 703 Travellers Insurance Building, situated on the North side of Main street, between (11) Eleventh and (12) Twelfth streets in the City of Richmond, Virginia, between the hours of 9 o'clock A. M. and 6 o'clock P. M. of that day proceed to take the depositions of Witnesses to be read as evidence in my behalf in a certain suit in Chancery depending in the Law and Equity Court for the City of Richmond, Virginia, wherein you are defendant and I am plaintiff and if from any cause the taking of the said depositions be not commenced on that day or if commenced be not concluded on that day the taking of the same will be adjourned and continued from day to day, or from time to time at the same place, and between the same hours until all of said depositions shall have been concluded. — [1086, 666, 1270, 1031]
